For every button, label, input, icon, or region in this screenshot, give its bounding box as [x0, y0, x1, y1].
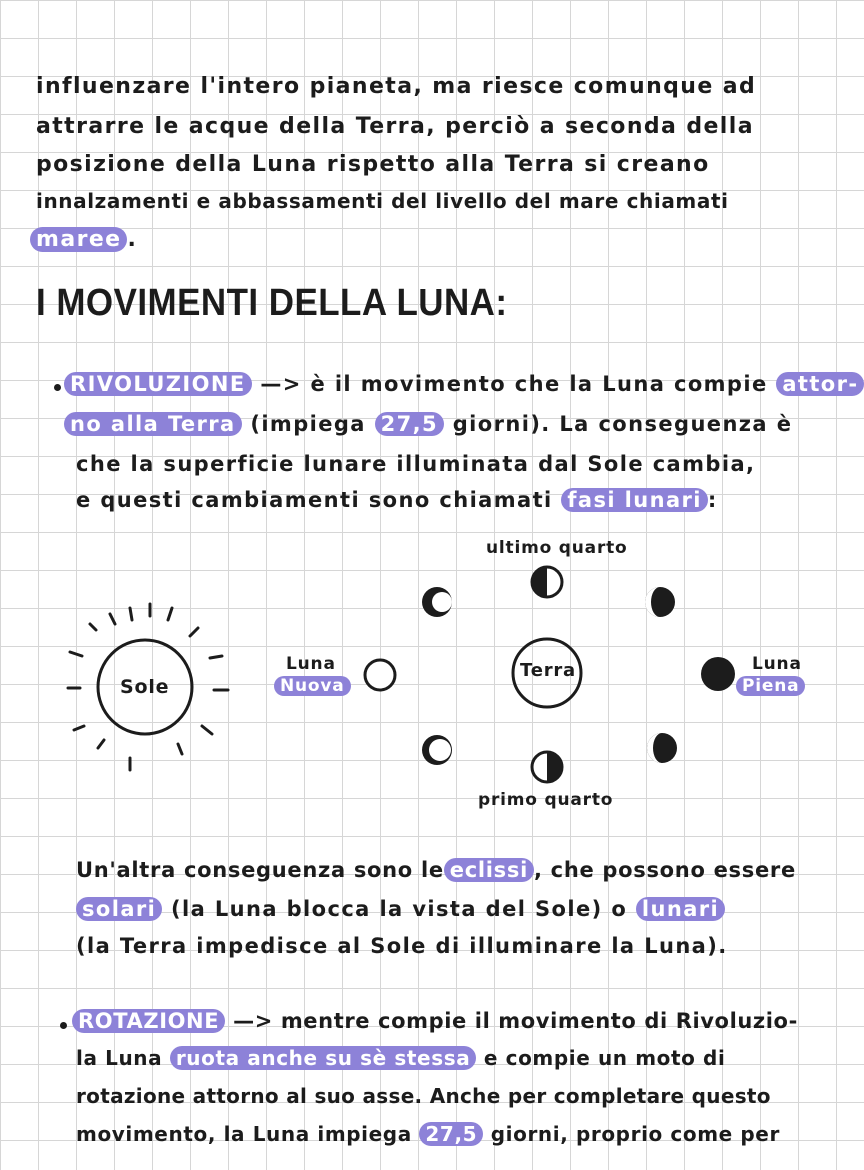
- arrow: —>: [233, 1009, 273, 1033]
- period: .: [127, 227, 138, 252]
- rotazione-text-4a: movimento, la Luna impiega: [76, 1122, 412, 1146]
- highlight-attorno-1: attor-: [776, 372, 864, 396]
- intro-line-3: posizione della Luna rispetto alla Terra si creano: [36, 152, 710, 177]
- moon-last-quarter-icon: [532, 567, 562, 597]
- label-luna-nuova-2: [274, 676, 351, 696]
- eclissi-text-1b: , che possono essere: [533, 858, 796, 882]
- highlight-solari: solari: [76, 897, 162, 921]
- moon-full-icon: [701, 657, 735, 691]
- rivoluzione-line-2: [64, 412, 792, 436]
- rotazione-text-2b: e compie un moto di: [483, 1046, 726, 1070]
- eclissi-line-3: (la Terra impedisce al Sole di illuminare la Luna).: [76, 934, 728, 958]
- section-heading: I MOVIMENTI DELLA LUNA:: [36, 282, 508, 324]
- arrow: —>: [260, 372, 302, 396]
- intro-line-1: influenzare l'intero pianeta, ma riesce comunque ad: [36, 74, 757, 99]
- moon-new-icon: [365, 660, 395, 690]
- moon-waxing-gibbous-icon: [647, 733, 677, 763]
- rivoluzione-line-4: [76, 488, 718, 512]
- highlight-attorno-2: no alla Terra: [64, 412, 242, 436]
- highlight-27-5: 27,5: [375, 412, 444, 436]
- rotazione-line-3: rotazione attorno al suo asse. Anche per completare questo: [76, 1084, 771, 1108]
- intro-line-4: innalzamenti e abbassamenti del livello del mare chiamati: [36, 189, 729, 213]
- rivoluzione-line-1: [64, 372, 864, 396]
- intro-line-2: attrarre le acque della Terra, perciò a seconda della: [36, 114, 754, 139]
- eclissi-line-1: [76, 858, 796, 882]
- label-terra: Terra: [520, 660, 576, 681]
- rivoluzione-text-2a: (impiega: [250, 412, 366, 436]
- rotazione-line-1: [72, 1009, 798, 1033]
- moon-waxing-crescent-icon: [422, 735, 452, 765]
- term-rivoluzione: RIVOLUZIONE: [64, 372, 252, 396]
- rotazione-text-1: mentre compie il movimento di Rivoluzio-: [280, 1009, 798, 1033]
- bullet-rotazione: [60, 1022, 67, 1029]
- term-rotazione: ROTAZIONE: [72, 1009, 225, 1033]
- eclissi-line-2: [76, 897, 725, 921]
- rotazione-text-2a: la Luna: [76, 1046, 163, 1070]
- colon: :: [707, 488, 718, 512]
- highlight-27-5-b: 27,5: [419, 1122, 483, 1146]
- highlight-ruota: ruota anche su sè stessa: [170, 1046, 477, 1070]
- moon-waning-crescent-icon: [422, 587, 452, 617]
- rotazione-text-4b: giorni, proprio come per: [490, 1122, 780, 1146]
- moon-waning-gibbous-icon: [642, 587, 675, 617]
- rivoluzione-line-3: che la superficie lunare illuminata dal Sole cambia,: [76, 452, 756, 476]
- rivoluzione-text-1: è il movimento che la Luna compie: [310, 372, 768, 396]
- highlight-nuova: Nuova: [274, 676, 351, 696]
- highlight-lunari: lunari: [636, 897, 725, 921]
- highlight-piena: Piena: [736, 676, 805, 696]
- intro-line-5: [30, 227, 137, 252]
- eclissi-text-2: (la Luna blocca la vista del Sole) o: [170, 897, 628, 921]
- eclissi-text-1: Un'altra conseguenza sono le: [76, 858, 444, 882]
- label-luna-piena-1: Luna: [752, 654, 802, 674]
- highlight-fasi-lunari: fasi lunari: [561, 488, 708, 512]
- rivoluzione-text-4: e questi cambiamenti sono chiamati: [76, 488, 553, 512]
- label-luna-nuova-1: Luna: [286, 654, 336, 674]
- rivoluzione-text-2b: giorni). La conseguenza è: [452, 412, 793, 436]
- rotazione-line-4: [76, 1122, 780, 1146]
- moon-first-quarter-icon: [532, 752, 562, 782]
- highlight-maree: maree: [30, 227, 127, 252]
- label-luna-piena-2: [736, 676, 805, 696]
- label-sole: Sole: [120, 676, 170, 698]
- label-ultimo-quarto: ultimo quarto: [486, 538, 628, 558]
- bullet-rivoluzione: [54, 384, 61, 391]
- highlight-eclissi: eclissi: [444, 858, 534, 882]
- label-primo-quarto: primo quarto: [478, 790, 614, 810]
- rotazione-line-2: [76, 1046, 725, 1070]
